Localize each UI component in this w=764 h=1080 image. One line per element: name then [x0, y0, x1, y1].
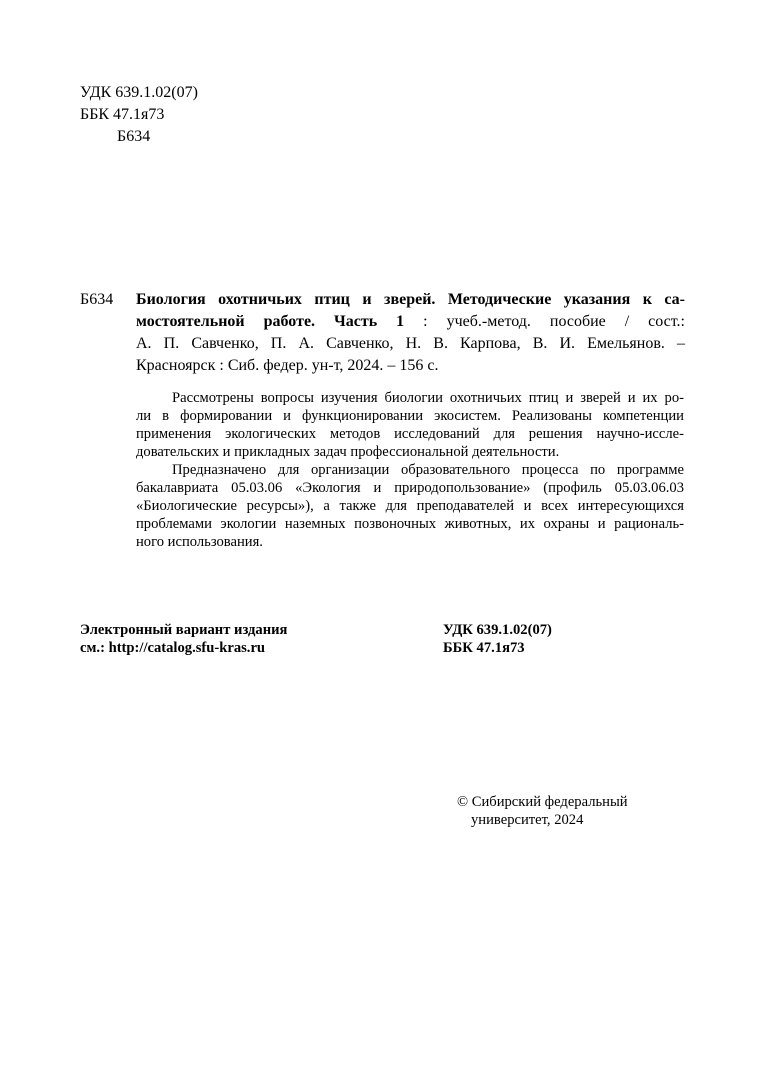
copyright-line-2: университет, 2024 [471, 812, 584, 828]
footer-bbk: ББК 47.1я73 [443, 640, 525, 656]
electronic-version-line-2: см.: http://catalog.sfu-kras.ru [80, 640, 266, 656]
footer-udk: УДК 639.1.02(07) [443, 622, 552, 638]
copyright-line-1: © Сибирский федеральный [457, 794, 628, 810]
header-author-mark: Б634 [117, 128, 151, 145]
abstract-p1-line-3: применения экологических методов исследований для решения научно-иссле- [136, 426, 684, 442]
bib-title-line-2-bold: мостоятельной работе. Часть 1 [136, 313, 405, 330]
abstract-p2-line-2: бакалавриата 05.03.06 «Экология и природопользование» (профиль 05.03.06.03 [136, 480, 684, 496]
abstract-p2-line-3: «Биологические ресурсы»), а также для преподавателей и всех интересующихся [136, 498, 684, 514]
bib-title-line-2-rest: : учеб.-метод. пособие / сост.: [404, 313, 685, 330]
bib-title-line-2 [136, 311, 685, 333]
abstract-p2-line-5: ного использования. [136, 534, 263, 550]
abstract-p1-line-1: Рассмотрены вопросы изучения биологии охотничьих птиц и зверей и их ро- [172, 390, 684, 406]
abstract-p1-line-2: ли в формировании и функционировании экосистем. Реализованы компетенции [136, 408, 684, 424]
abstract-p2-line-1: Предназначено для организации образовательного процесса по программе [172, 462, 684, 478]
abstract-p2-line-4: проблемами экологии наземных позвоночных животных, их охраны и рациональ- [136, 516, 684, 532]
abstract-p1-line-4: довательских и прикладных задач профессиональной деятельности. [136, 444, 560, 460]
bib-title-line-1: Биология охотничьих птиц и зверей. Методические указания к са- [136, 291, 685, 308]
header-bbk: ББК 47.1я73 [80, 106, 165, 123]
header-udk: УДК 639.1.02(07) [80, 84, 198, 101]
bib-authors-line: А. П. Савченко, П. А. Савченко, Н. В. Карпова, В. И. Емельянов. – [136, 335, 685, 352]
electronic-version-line-1: Электронный вариант издания [80, 622, 288, 638]
bib-publisher-line: Красноярск : Сиб. федер. ун-т, 2024. – 156 с. [136, 357, 439, 374]
bib-author-mark: Б634 [80, 291, 114, 308]
